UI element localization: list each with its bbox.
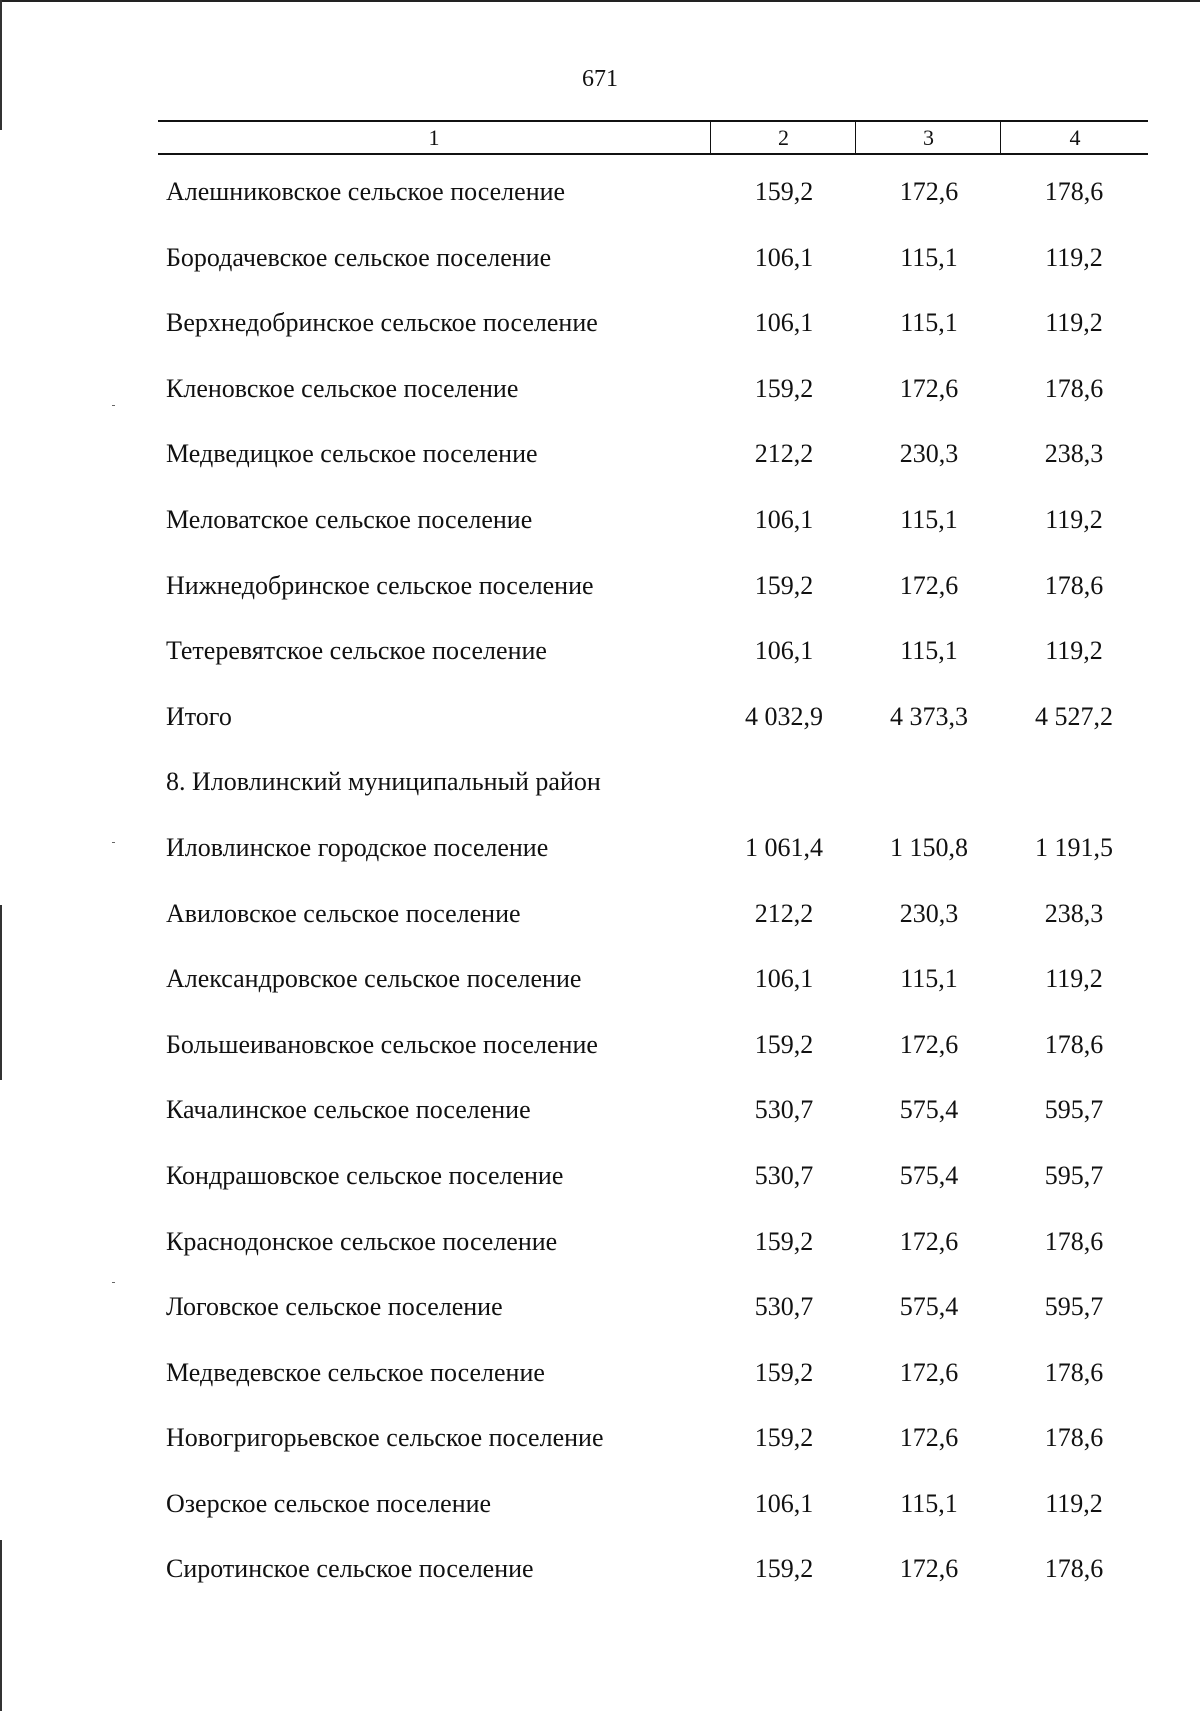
value-column-2: 530,7 (754, 1292, 814, 1322)
settlement-name: Иловлинское городское поселение (166, 832, 549, 862)
settlement-name: Медведевское сельское поселение (166, 1357, 545, 1387)
table-row (0, 885, 1200, 951)
settlement-name: Логовское сельское поселение (166, 1292, 503, 1322)
value-column-3: 172,6 (899, 1226, 959, 1256)
value-column-3: 172,6 (899, 1357, 959, 1387)
value-column-3: 172,6 (899, 1423, 959, 1453)
table-row (0, 622, 1200, 688)
value-column-4: 178,6 (1044, 1357, 1104, 1387)
value-column-4: 178,6 (1044, 1554, 1104, 1584)
value-column-3: 575,4 (899, 1160, 959, 1190)
value-column-4: 119,2 (1045, 242, 1103, 272)
settlement-name: Медведицкое сельское поселение (166, 439, 538, 469)
value-column-4: 178,6 (1044, 1423, 1104, 1453)
table-row (0, 360, 1200, 426)
value-column-4: 595,7 (1044, 1292, 1104, 1322)
settlement-name: Верхнедобринское сельское поселение (166, 308, 598, 338)
table-body (0, 163, 1200, 1606)
settlement-name: Краснодонское сельское поселение (166, 1226, 558, 1256)
table-row (0, 819, 1200, 885)
table-row (0, 1081, 1200, 1147)
value-column-2: 159,2 (754, 373, 814, 403)
value-column-3: 172,6 (899, 1554, 959, 1584)
value-column-3: 115,1 (900, 308, 958, 338)
value-column-3: 115,1 (900, 964, 958, 994)
value-column-3: 115,1 (900, 504, 958, 534)
value-column-2: 106,1 (754, 964, 814, 994)
value-column-3: 1 150,8 (890, 832, 968, 862)
table-row (0, 557, 1200, 623)
value-column-4: 238,3 (1044, 898, 1104, 928)
value-column-4: 178,6 (1044, 1226, 1104, 1256)
value-column-4: 178,6 (1044, 177, 1104, 206)
settlement-name: Авиловское сельское поселение (166, 898, 521, 928)
value-column-2: 159,2 (754, 1423, 814, 1453)
table-row (0, 1540, 1200, 1606)
table-row (0, 1475, 1200, 1541)
value-column-2: 1 061,4 (745, 832, 823, 862)
settlement-name: Итого (166, 701, 232, 731)
table-row (0, 229, 1200, 295)
settlement-name: 8. Иловлинский муниципальный район (166, 767, 601, 797)
value-column-2: 530,7 (754, 1160, 814, 1190)
value-column-4: 595,7 (1044, 1095, 1104, 1125)
table-row (0, 1278, 1200, 1344)
value-column-3: 230,3 (899, 898, 959, 928)
value-column-4: 4 527,2 (1035, 701, 1113, 731)
settlement-name: Александровское сельское поселение (166, 964, 582, 994)
settlement-name: Нижнедобринское сельское поселение (166, 570, 594, 600)
value-column-2: 530,7 (754, 1095, 814, 1125)
scan-edge-top (0, 0, 1200, 2)
value-column-3: 172,6 (899, 1029, 959, 1059)
settlement-name: Меловатское сельское поселение (166, 504, 533, 534)
value-column-2: 106,1 (754, 504, 814, 534)
value-column-2: 212,2 (754, 898, 814, 928)
value-column-3: 575,4 (899, 1292, 959, 1322)
value-column-4: 119,2 (1045, 636, 1103, 666)
table-row (0, 1409, 1200, 1475)
table-row (0, 163, 1200, 229)
page-number: 671 (582, 66, 618, 92)
settlement-name: Большеивановское сельское поселение (166, 1029, 598, 1059)
settlement-name: Бородачевское сельское поселение (166, 242, 552, 272)
value-column-4: 595,7 (1044, 1160, 1104, 1190)
settlement-name: Озерское сельское поселение (166, 1488, 492, 1518)
settlement-name: Кленовское сельское поселение (166, 373, 519, 403)
value-column-4: 178,6 (1044, 1029, 1104, 1059)
value-column-2: 106,1 (754, 636, 814, 666)
column-header-4: 4 (1069, 125, 1081, 150)
table-row (0, 1016, 1200, 1082)
value-column-2: 159,2 (754, 1226, 814, 1256)
settlement-name: Кондрашовское сельское поселение (166, 1160, 564, 1190)
column-header-3: 3 (857, 122, 1001, 153)
value-column-2: 106,1 (754, 242, 814, 272)
table-header (158, 120, 1148, 155)
value-column-3: 115,1 (900, 242, 958, 272)
value-column-3: 172,6 (899, 570, 959, 600)
value-column-2: 159,2 (754, 177, 814, 206)
column-header-2: 2 (712, 122, 856, 153)
value-column-3: 115,1 (900, 636, 958, 666)
value-column-2: 159,2 (754, 1554, 814, 1584)
table-row (0, 688, 1200, 754)
table-row (0, 753, 1200, 819)
value-column-2: 4 032,9 (745, 701, 823, 731)
settlement-name: Тетеревятское сельское поселение (166, 636, 547, 666)
table-row (0, 491, 1200, 557)
value-column-4: 119,2 (1045, 504, 1103, 534)
table-row (0, 1344, 1200, 1410)
settlement-name: Качалинское сельское поселение (166, 1095, 531, 1125)
value-column-4: 119,2 (1045, 308, 1103, 338)
value-column-3: 4 373,3 (890, 701, 968, 731)
value-column-2: 212,2 (754, 439, 814, 469)
value-column-3: 172,6 (899, 177, 959, 206)
value-column-3: 230,3 (899, 439, 959, 469)
scan-edge-left (0, 0, 2, 130)
table-row (0, 294, 1200, 360)
table-row (0, 950, 1200, 1016)
value-column-2: 106,1 (754, 1488, 814, 1518)
value-column-3: 172,6 (899, 373, 959, 403)
value-column-3: 575,4 (899, 1095, 959, 1125)
value-column-3: 115,1 (900, 1488, 958, 1518)
value-column-2: 159,2 (754, 1357, 814, 1387)
value-column-4: 119,2 (1045, 1488, 1103, 1518)
table-row (0, 425, 1200, 491)
column-header-1: 1 (158, 122, 711, 153)
value-column-2: 159,2 (754, 1029, 814, 1059)
value-column-4: 238,3 (1044, 439, 1104, 469)
settlement-name: Алешниковское сельское поселение (166, 177, 566, 206)
value-column-4: 119,2 (1045, 964, 1103, 994)
value-column-4: 178,6 (1044, 570, 1104, 600)
value-column-4: 178,6 (1044, 373, 1104, 403)
settlement-name: Сиротинское сельское поселение (166, 1554, 534, 1584)
value-column-2: 159,2 (754, 570, 814, 600)
value-column-2: 106,1 (754, 308, 814, 338)
value-column-4: 1 191,5 (1035, 832, 1113, 862)
table-row (0, 1213, 1200, 1279)
settlement-name: Новогригорьевское сельское поселение (166, 1423, 604, 1453)
table-row (0, 1147, 1200, 1213)
